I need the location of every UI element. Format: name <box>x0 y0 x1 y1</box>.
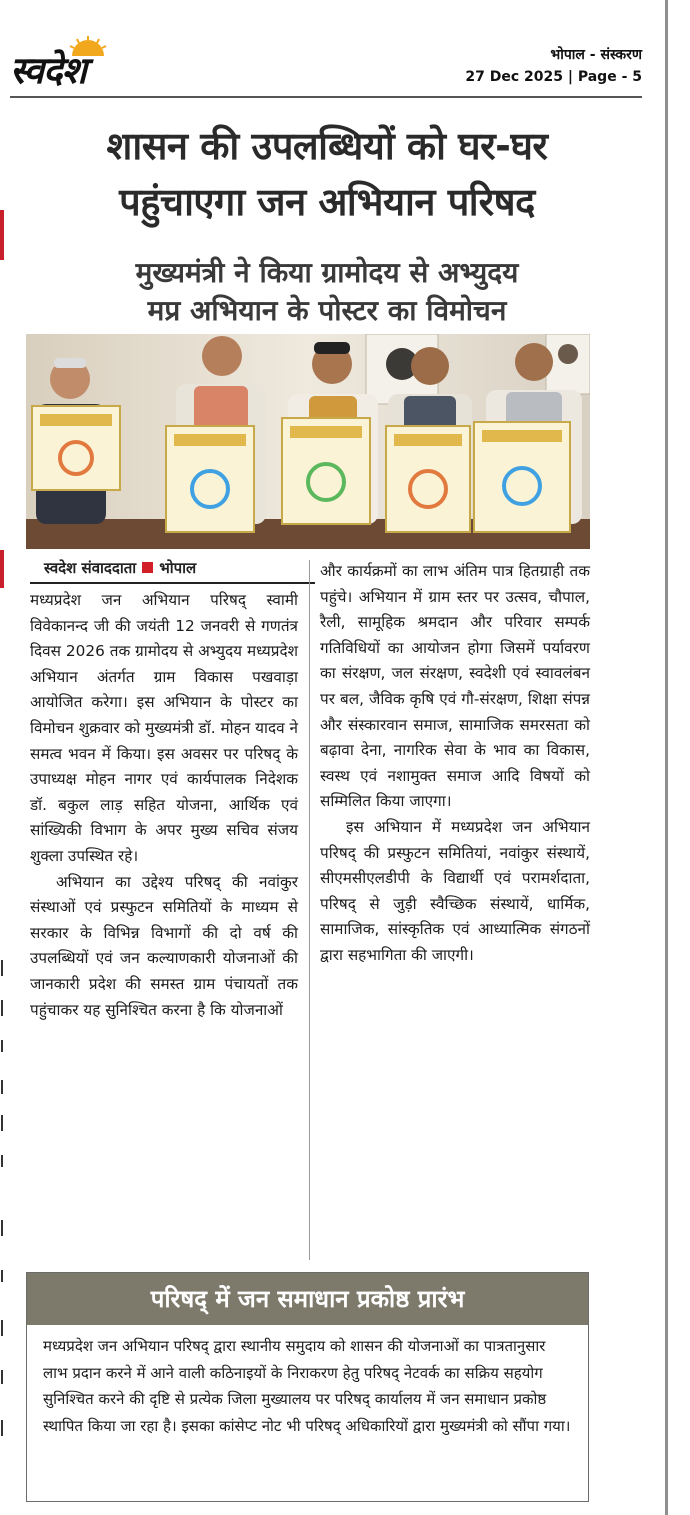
edge-tick <box>1 1420 3 1436</box>
edge-mark <box>0 550 4 588</box>
edge-tick <box>1 960 3 976</box>
edge-tick <box>1 1220 3 1236</box>
held-poster <box>166 426 254 532</box>
article-headline <box>12 118 642 230</box>
masthead-rule <box>10 96 642 98</box>
headline-line: शासन की उपलब्धियों को घर-घर <box>106 124 548 168</box>
column-divider <box>309 560 310 1260</box>
box-body-text: मध्यप्रदेश जन अभियान परिषद् द्वारा स्थानीय समुदाय को शासन की योजनाओं का पात्रतानुसार लाभ प्रदान करने में आने वाली कठिनाइयों के निराकरण हेतु परिषद् नेटवर्क का सक्रिय सहयोग सुनिश्चित करने की दृष्टि से प्रत्येक जिला मुख्यालय पर परिषद् कार्यालय में जन समाधान प्रकोष्ठ स्थापित किया जा रहा है। इसका कांसेप्ट नोट भी परिषद् अधिकारियों द्वारा मुख्यमंत्री को सौंपा गया। <box>43 1337 571 1435</box>
paragraph: अभियान का उद्देश्य परिषद् की नवांकुर संस्थाओं एवं प्रस्फुटन समितियों के माध्यम से सरकार के विभिन्न विभागों की दो वर्ष की उपलब्धियों एवं जन कल्याणकारी योजनाओं की जानकारी प्रदेश की समस्त ग्राम पंचायतों तक पहुंचाकर यह सुनिश्चित करना है कि योजनाओं <box>30 872 298 1019</box>
edge-tick <box>1 1080 3 1094</box>
news-photo <box>26 334 590 549</box>
logo-text: स्वदेश <box>10 49 86 92</box>
byline-reporter: स्वदेश संवाददाता <box>44 559 137 577</box>
subhead-line: मुख्यमंत्री ने किया ग्रामोदय से अभ्युदय <box>135 256 519 289</box>
red-square-icon <box>142 562 153 573</box>
article-subheadline <box>12 254 642 330</box>
held-poster <box>386 426 470 532</box>
paragraph: मध्यप्रदेश जन अभियान परिषद् स्वामी विवेकानन्द जी की जयंती 12 जनवरी से गणतंत्र दिवस 2026 तक ग्रामोदय से अभ्युदय मध्यप्रदेश अभियान अंतर्गत ग्राम विकास पखवाड़ा आयोजित करेगा। इस अभियान के पोस्टर का विमोचन शुक्रवार को मुख्यमंत्री डॉ. मोहन यादव ने समत्व भवन में किया। इस अवसर पर परिषद् के उपाध्यक्ष मोहन नागर एवं कार्यपालक निदेशक डॉ. बकुल लाड़ सहित योजना, आर्थिक एवं सांख्यिकी विभाग के अपर मुख्य सचिव संजय शुक्ला उपस्थित रहे। <box>30 591 298 865</box>
edge-tick <box>1 1115 3 1131</box>
edge-tick <box>1 1370 3 1384</box>
newspaper-logo <box>10 36 160 92</box>
poster-release-photo <box>26 334 590 549</box>
held-poster <box>282 418 370 524</box>
edition-info <box>465 44 642 88</box>
paragraph: इस अभियान में मध्यप्रदेश जन अभियान परिषद् की प्रस्फुटन समितियां, नवांकुर संस्थायें, सीएमसीएलडीपी के विद्यार्थी एवं परामर्शदाता, परिषद् से जुड़ी स्वैच्छिक संस्थायें, धार्मिक, सामाजिक, सांस्कृतिक एवं आध्यात्मिक संगठनों द्वारा सहभागिता की जाएगी। <box>320 817 590 964</box>
subhead-line: मप्र अभियान के पोस्टर का विमोचन <box>147 294 507 327</box>
held-poster <box>474 422 570 532</box>
edge-tick <box>1 1000 3 1016</box>
held-poster <box>32 406 120 490</box>
edition-line: भोपाल - संस्करण <box>550 47 642 63</box>
masthead <box>10 30 650 98</box>
byline-city: भोपाल <box>159 559 197 577</box>
byline <box>44 556 310 580</box>
byline-rule <box>30 582 315 584</box>
page-edge-rule <box>665 0 668 1515</box>
sidebar-news-box <box>26 1272 589 1502</box>
edge-tick <box>1 1155 3 1167</box>
paragraph: और कार्यक्रमों का लाभ अंतिम पात्र हितग्राही तक पहुंचे। अभियान में ग्राम स्तर पर उत्सव, चौपाल, रैली, सामूहिक श्रमदान और परिवार सम्पर्क गतिविधियों का आयोजन होगा जिसमें पर्यावरण का संरक्षण, जल संरक्षण, स्वदेशी एवं स्वावलंबन पर बल, जैविक कृषि एवं गौ-संरक्षण, शिक्षा संपन्न और संस्कारवान समाज, सामाजिक समरसता को बढ़ावा देना, नागरिक सेवा के भाव का विकास, स्वस्थ एवं नशामुक्त समाज आदि विषयों को सम्मिलित किया जाएगा। <box>320 562 590 811</box>
date-page-line: 27 Dec 2025 | Page - 5 <box>465 69 642 85</box>
article-column-2 <box>320 559 590 969</box>
edge-tick <box>1 1040 3 1052</box>
headline-line: पहुंचाएगा जन अभियान परिषद <box>119 180 535 224</box>
box-heading: परिषद् में जन समाधान प्रकोष्ठ प्रारंभ <box>27 1273 588 1325</box>
adjacent-column-edge <box>0 210 4 1480</box>
edge-tick <box>1 1270 3 1282</box>
edge-tick <box>1 1320 3 1336</box>
article-column-1 <box>30 588 298 1023</box>
edge-mark <box>0 210 4 260</box>
